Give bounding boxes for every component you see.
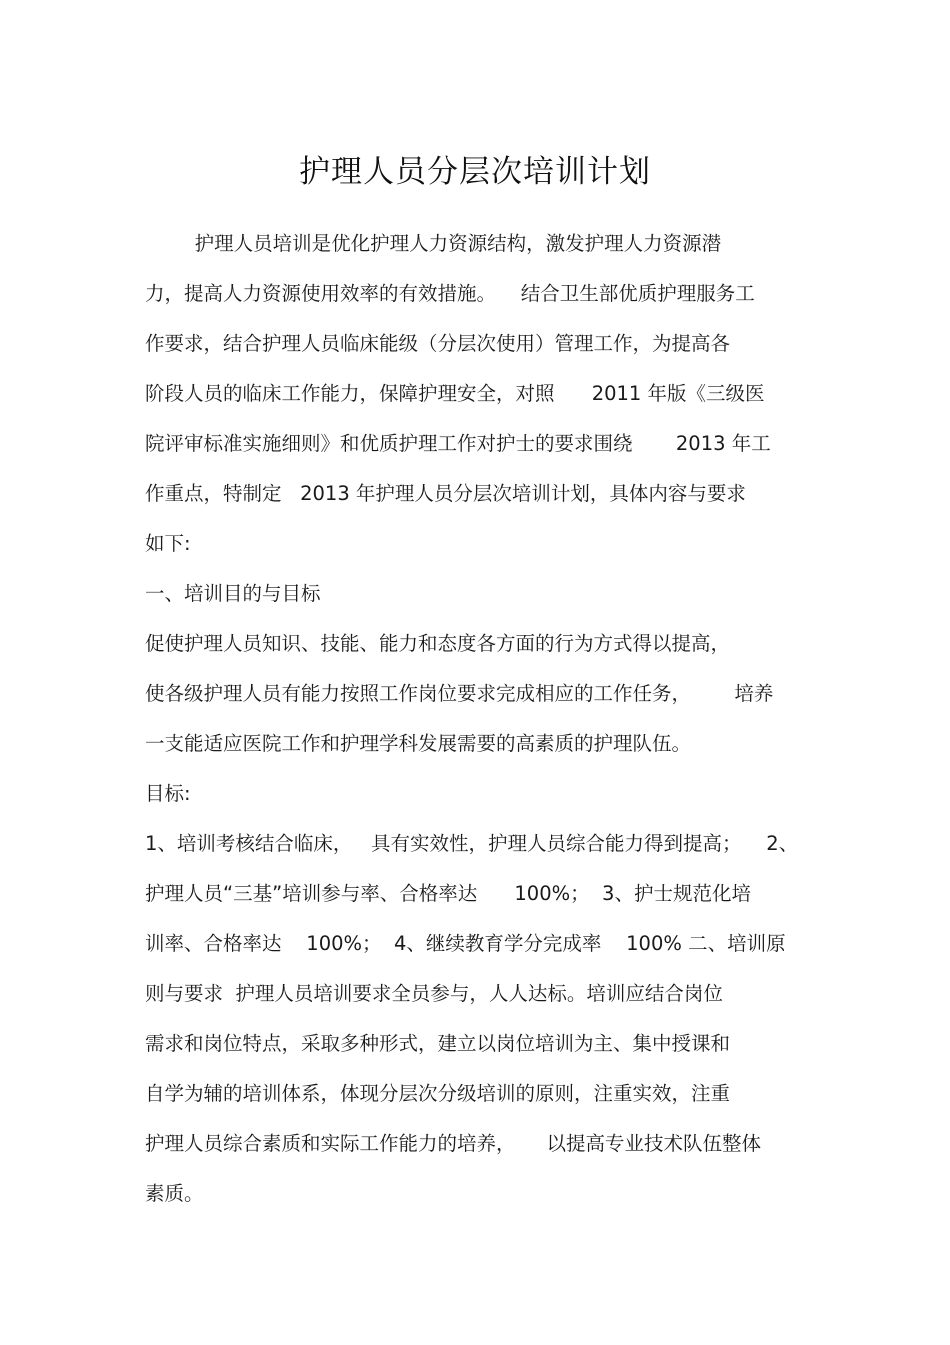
text-line: 阶段人员的临床工作能力，保障护理安全，对照 2011 年版《三级医 (145, 382, 765, 405)
text-line: 一支能适应医院工作和护理学科发展需要的高素质的护理队伍。 (145, 732, 692, 755)
text-line: 则与要求 护理人员培训要求全员参与，人人达标。培训应结合岗位 (145, 982, 723, 1005)
text-line: 需求和岗位特点，采取多种形式，建立以岗位培训为主、集中授课和 (145, 1032, 731, 1055)
text-line: 护理人员“三基”培训参与率、合格率达 100%； 3、护士规范化培 (145, 882, 751, 905)
section-heading: 一、培训目的与目标 (145, 582, 321, 605)
document-body (145, 225, 815, 1225)
text-line: 自学为辅的培训体系，体现分层次分级培训的原则，注重实效，注重 (145, 1082, 731, 1105)
text-line: 护理人员培训是优化护理人力资源结构，激发护理人力资源潜 (145, 232, 722, 255)
text-line: 护理人员综合素质和实际工作能力的培养， 以提高专业技术队伍整体 (145, 1132, 761, 1155)
document-title: 护理人员分层次培训计划 (299, 154, 651, 190)
text-line: 院评审标准实施细则》和优质护理工作对护士的要求围绕 2013 年工 (145, 432, 771, 455)
text-line: 1、培训考核结合临床， 具有实效性，护理人员综合能力得到提高； 2、 (145, 832, 799, 855)
text-line: 如下: (145, 532, 191, 555)
text-line: 训率、合格率达 100%； 4、继续教育学分完成率 100% 二、培训原 (145, 932, 786, 955)
text-line: 促使护理人员知识、技能、能力和态度各方面的行为方式得以提高， (145, 632, 731, 655)
subheading-targets: 目标: (145, 782, 191, 805)
text-line: 作重点，特制定 2013 年护理人员分层次培训计划，具体内容与要求 (145, 482, 746, 505)
text-line: 作要求，结合护理人员临床能级（分层次使用）管理工作，为提高各 (145, 332, 731, 355)
text-line: 素质。 (145, 1182, 204, 1205)
text-line: 使各级护理人员有能力按照工作岗位要求完成相应的工作任务， 培养 (145, 682, 774, 705)
text-line: 力，提高人力资源使用效率的有效措施。 结合卫生部优质护理服务工 (145, 282, 755, 305)
